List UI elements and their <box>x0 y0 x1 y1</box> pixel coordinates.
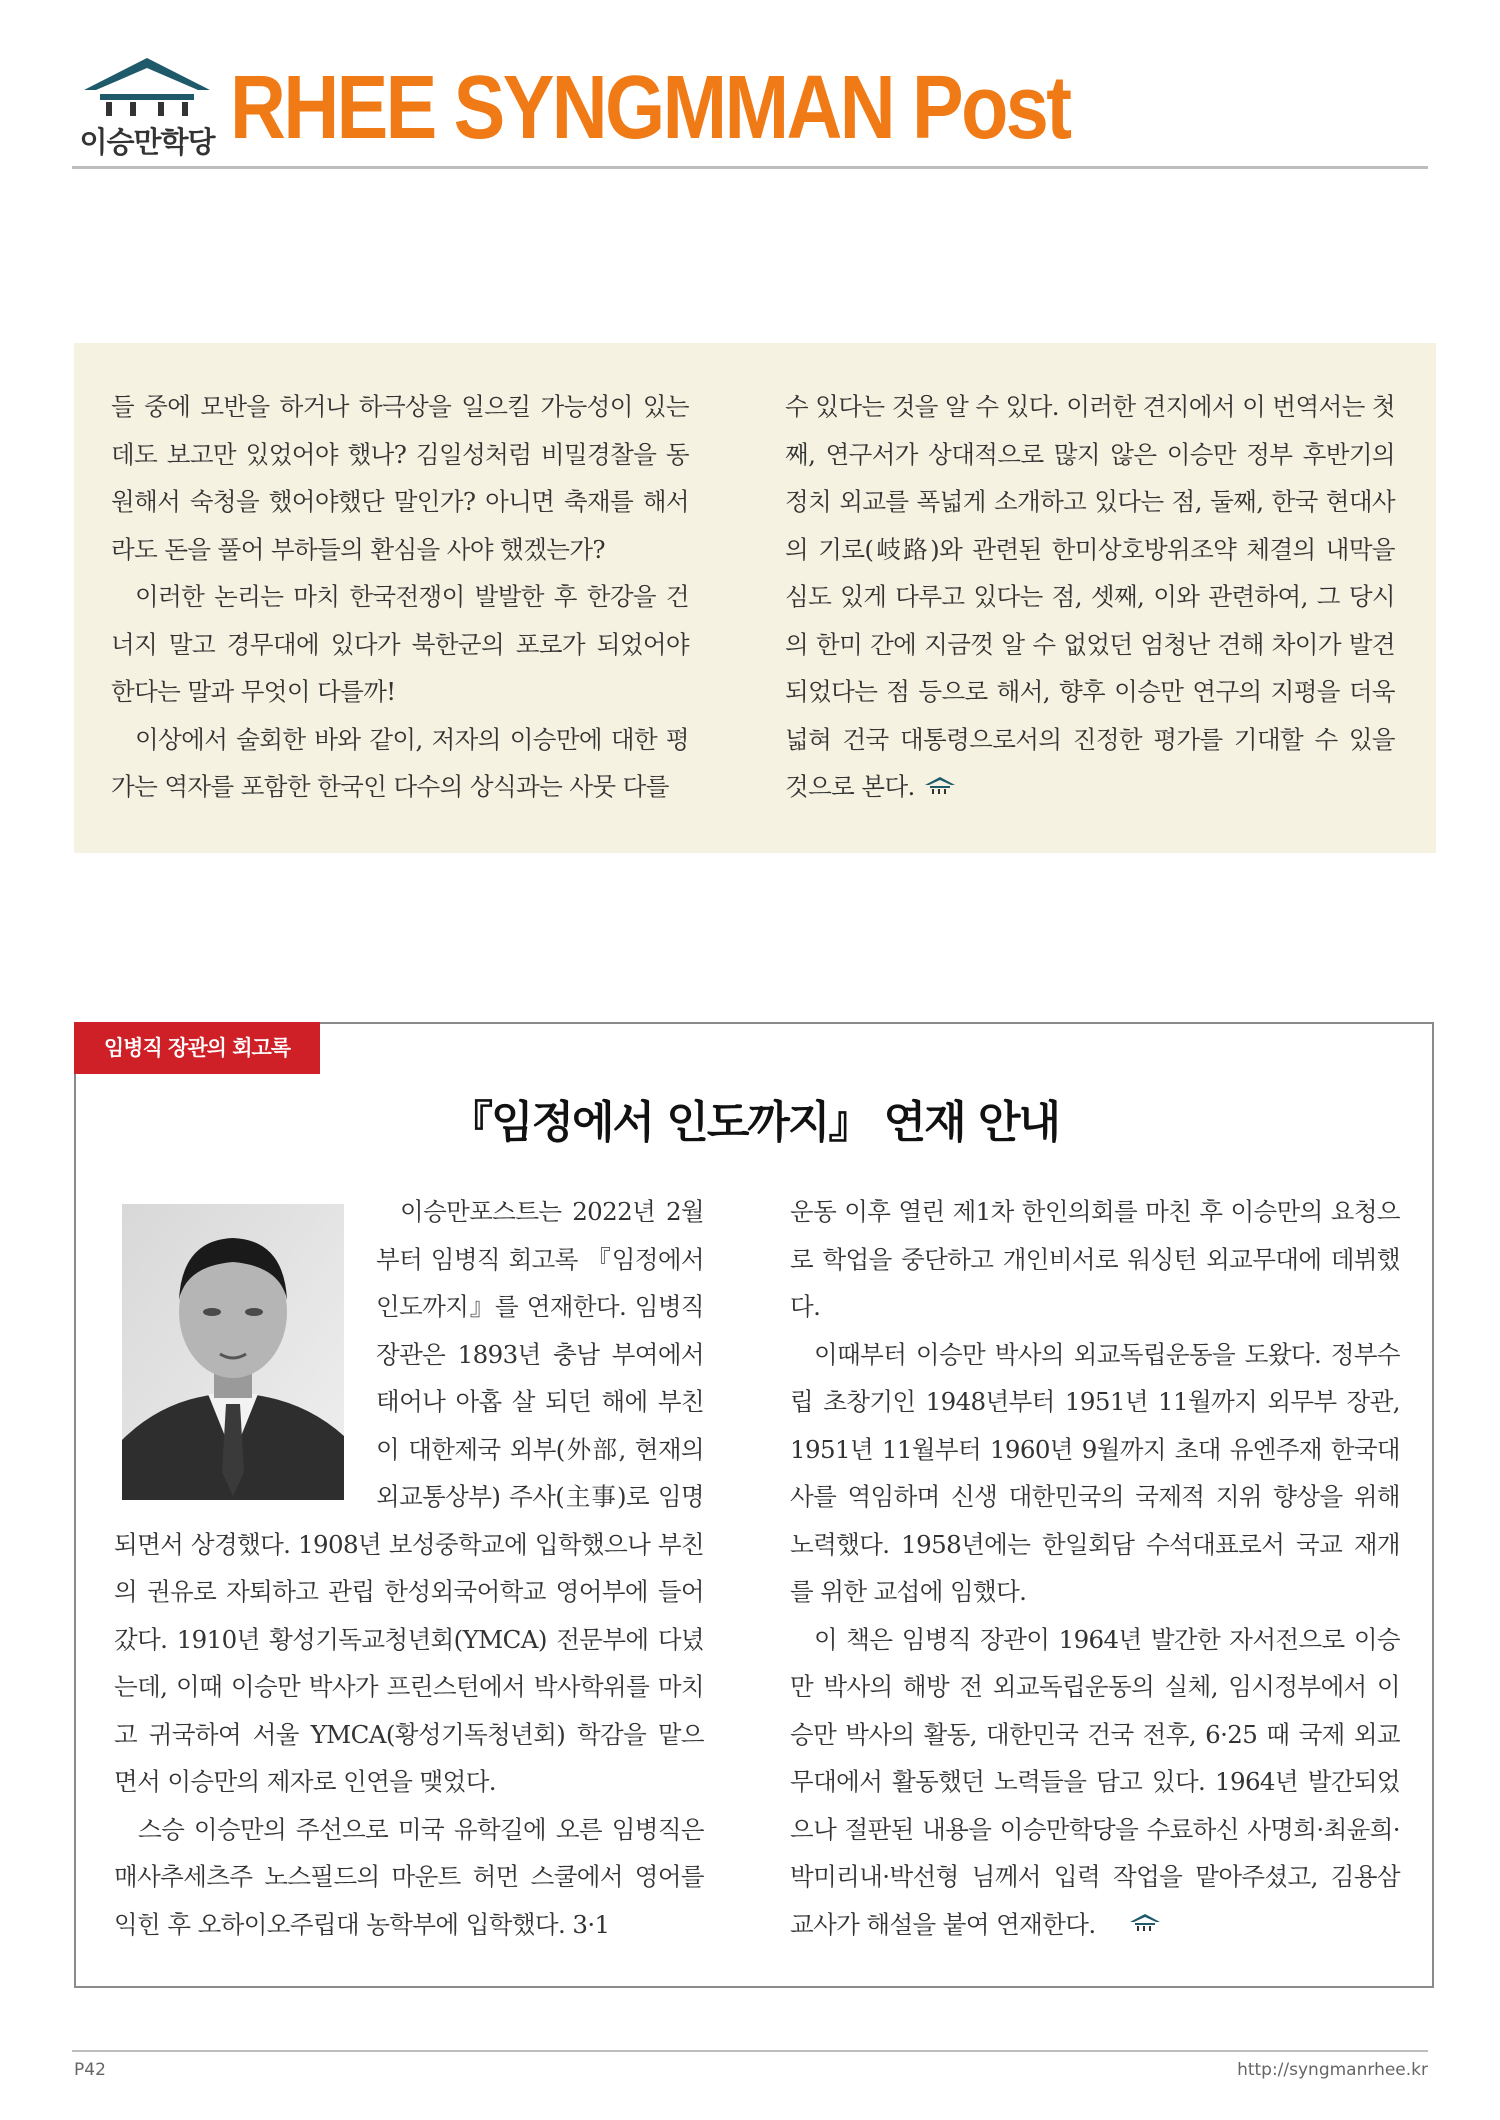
paragraph <box>790 1616 1400 1950</box>
masthead <box>72 48 1428 168</box>
paragraph-text: 이 책은 임병직 장관이 1964년 발간한 자서전으로 이승만 박사의 해방 전 외교독립운동의 실체, 임시정부에서 이승만 박사의 활동, 대한민국 건국 전후, 6·25 때 국제 외교무대에서 활동했던 노력들을 담고 있다. 1964년 발간되었으나 절판된 내용을 이승만학당을 수료하신 사명희·최윤희·박미리내·박선형 님께서 입력 작업을 맡아주셨고, 김용삼 교사가 해설을 붙여 연재한다. <box>790 1624 1400 1939</box>
paragraph: 이러한 논리는 마치 한국전쟁이 발발한 후 한강을 건너지 말고 경무대에 있다가 북한군의 포로가 되었어야 한다는 말과 무엇이 다를까! <box>111 582 689 706</box>
serial-notice-box <box>74 1022 1434 1988</box>
header-divider <box>72 166 1428 169</box>
logo-label: 이승만학당 <box>79 125 215 159</box>
footer-divider <box>72 2050 1428 2052</box>
publication-title: RHEE SYNGMMAN Post <box>230 58 1070 158</box>
website-link[interactable]: http://syngmanrhee.kr <box>1237 2060 1428 2080</box>
section-tag: 임병직 장관의 회고록 <box>74 1022 320 1074</box>
notice-left-column <box>114 1188 704 1948</box>
paragraph: 스승 이승만의 주선으로 미국 유학길에 오른 임병직은 매사추세츠주 노스필드의 마운트 허먼 스쿨에서 영어를 익힌 후 오하이오주립대 농학부에 입학했다. 3·1 <box>114 1814 704 1939</box>
paragraph: 이상에서 술회한 바와 같이, 저자의 이승만에 대한 평가는 역자를 포함한 한국인 다수의 상식과는 사뭇 다를 <box>111 724 689 801</box>
house-icon <box>72 50 222 120</box>
paragraph <box>785 383 1395 812</box>
paragraph: 이승만포스트는 2022년 2월부터 임병직 회고록 『임정에서 인도까지』를 연재한다. 임병직 장관은 1893년 충남 부여에서 태어나 아홉 살 되던 해에 부친이 대한제국 외부(外部, 현재의 외교통상부) 주사(主事)로 임명되면서 상경했다. 1908년 보성중학교에 입학했으나 부친의 권유로 자퇴하고 관립 한성외국어학교 영어부에 들어갔다. 1910년 황성기독교청년회(YMCA) 전문부에 다녔는데, 이때 이승만 박사가 프린스턴에서 박사학위를 마치고 귀국하여 서울 YMCA(황성기독청년회) 학감을 맡으면서 이승만의 제자로 인연을 맺었다. <box>114 1197 704 1796</box>
end-mark-icon <box>923 765 957 813</box>
school-logo <box>72 50 222 162</box>
paragraph-text: 수 있다는 것을 알 수 있다. 이러한 견지에서 이 번역서는 첫째, 연구서가 상대적으로 많지 않은 이승만 정부 후반기의 정치 외교를 폭넓게 소개하고 있다는 점, 둘째, 한국 현대사의 기로(岐路)와 관련된 한미상호방위조약 체결의 내막을 심도 있게 다루고 있다는 점, 셋째, 이와 관련하여, 그 당시의 한미 간에 지금껏 알 수 없었던 엄청난 견해 차이가 발견되었다는 점 등으로 해서, 향후 이승만 연구의 지평을 더욱 넓혀 건국 대통령으로서의 진정한 평가를 기대할 수 있을 것으로 본다. <box>785 392 1395 801</box>
continuation-left-column <box>111 383 689 811</box>
page-number: P42 <box>74 2060 106 2080</box>
end-mark-icon <box>1104 1902 1162 1950</box>
notice-right-column <box>790 1188 1400 1950</box>
notice-title: 『임정에서 인도까지』 연재 안내 <box>448 1097 1059 1148</box>
continuation-right-column <box>785 383 1395 812</box>
paragraph: 들 중에 모반을 하거나 하극상을 일으킬 가능성이 있는데도 보고만 있었어야 했나? 김일성처럼 비밀경찰을 동원해서 숙청을 했어야했단 말인가? 아니면 축재를 해서라도 돈을 풀어 부하들의 환심을 사야 했겠는가? <box>111 392 689 564</box>
article-continuation-box <box>74 343 1436 853</box>
paragraph: 이때부터 이승만 박사의 외교독립운동을 도왔다. 정부수립 초창기인 1948년부터 1951년 11월까지 외무부 장관, 1951년 11월부터 1960년 9월까지 초대 유엔주재 한국대사를 역임하며 신생 대한민국의 국제적 지위 향상을 위해 노력했다. 1958년에는 한일회담 수석대표로서 국교 재개를 위한 교섭에 임했다. <box>790 1339 1400 1606</box>
paragraph: 운동 이후 열린 제1차 한인의회를 마친 후 이승만의 요청으로 학업을 중단하고 개인비서로 워싱턴 외교무대에 데뷔했다. <box>790 1197 1400 1321</box>
